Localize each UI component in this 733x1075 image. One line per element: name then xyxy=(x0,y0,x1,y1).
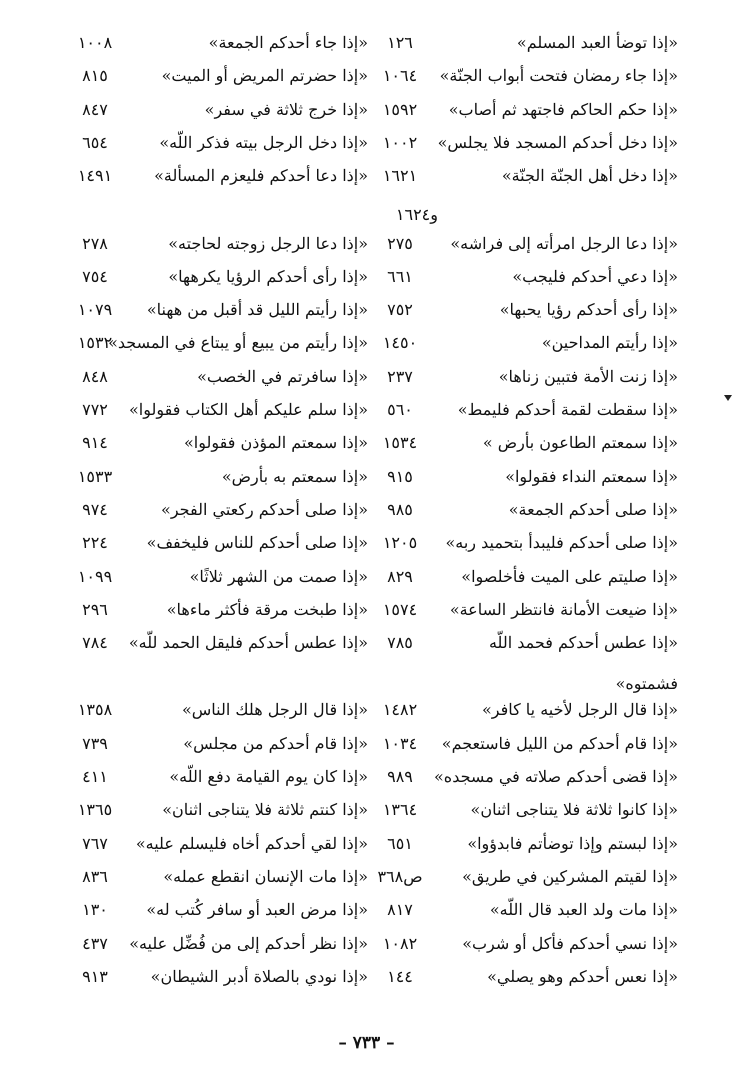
hadith-number: ٧٥٢ xyxy=(387,300,413,320)
hadith-title: «إذا صليتم على الميت فأخلصوا» xyxy=(461,566,678,586)
hadith-number: ٩٨٥ xyxy=(387,499,413,519)
hadith-title: «إذا طبخت مرقة فأكثر ماءها» xyxy=(166,599,368,619)
hadith-title: «إذا دخل أحدكم المسجد فلا يجلس» xyxy=(437,132,678,152)
hadith-number: ١٢٦ xyxy=(387,33,413,52)
index-row xyxy=(0,494,733,526)
hadith-title: «إذا لبستم وإذا توضأتم فابدؤوا» xyxy=(467,833,678,853)
hadith-number: ٤١١ xyxy=(82,767,108,786)
hadith-number: ٨٤٧ xyxy=(82,99,108,119)
index-row xyxy=(0,327,733,359)
index-row xyxy=(0,461,733,493)
hadith-title: «إذا صمت من الشهر ثلاثًا» xyxy=(189,566,368,586)
hadith-number: ١٣٦٥ xyxy=(77,800,113,820)
hadith-number: ١٤٨٢ xyxy=(382,700,418,720)
hadith-title: «إذا نودي بالصلاة أدبر الشيطان» xyxy=(150,966,368,986)
hadith-title: «إذا صلى أحدكم للناس فليخفف» xyxy=(146,533,368,553)
index-row xyxy=(0,794,733,826)
hadith-title: «إذا قام أحدكم من مجلس» xyxy=(183,733,368,753)
hadith-title: «إذا عطس أحدكم فليقل الحمد للّه» xyxy=(128,633,368,653)
index-row xyxy=(0,394,733,426)
hadith-number: ١٠٨٢ xyxy=(382,933,418,953)
hadith-number: ٨١٧ xyxy=(387,900,413,920)
hadith-number: ١٠٦٤ xyxy=(382,66,418,86)
index-row xyxy=(0,594,733,626)
hadith-number: ١٠٣٤ xyxy=(382,733,418,753)
hadith-title: «إذا دعا الرجل امرأته إلى فراشه» xyxy=(450,233,678,253)
index-row xyxy=(0,527,733,559)
margin-mark-icon xyxy=(724,395,732,401)
hadith-title: «إذا سمعتم المؤذن فقولوا» xyxy=(183,433,368,453)
index-row xyxy=(0,228,733,260)
hadith-number: ٨٢٩ xyxy=(387,566,413,586)
hadith-title: «إذا سمعتم الطاعون بأرض » xyxy=(482,433,678,453)
hadith-number: ٦٥٤ xyxy=(82,132,108,152)
hadith-number: ٧٨٤ xyxy=(82,633,108,653)
hadith-number: ٧٧٢ xyxy=(82,400,108,419)
hadith-title: «إذا سلم عليكم أهل الكتاب فقولوا» xyxy=(128,400,368,419)
hadith-title: «إذا مرض العبد أو سافر كُتب له» xyxy=(146,900,368,920)
hadith-number: ٩٨٩ xyxy=(387,767,413,786)
index-row xyxy=(0,694,733,726)
hadith-number: ٧٦٧ xyxy=(82,833,108,853)
hadith-number: ١٥٣٢ xyxy=(77,333,113,353)
hadith-number: ١٥٩٢ xyxy=(382,99,418,119)
hadith-number: ٩١٤ xyxy=(82,433,108,453)
hadith-number: ١٠٠٨ xyxy=(77,33,113,52)
index-row xyxy=(0,127,733,159)
hadith-title: «إذا صلى أحدكم الجمعة» xyxy=(508,499,678,519)
hadith-title: «إذا كنتم ثلاثة فلا يتناجى اثنان» xyxy=(162,800,368,820)
hadith-number: ١٥٣٣ xyxy=(77,466,113,486)
hadith-title: «إذا زنت الأمة فتبين زناها» xyxy=(498,366,678,386)
hadith-number: ٧٥٤ xyxy=(82,266,108,286)
hadith-number: ١٦٢١ xyxy=(382,166,418,186)
hadith-title: «إذا دخل الرجل بيته فذكر اللّه» xyxy=(159,132,368,152)
hadith-number: ص٣٦٨ xyxy=(377,866,423,886)
hadith-title: «إذا لقيتم المشركين في طريق» xyxy=(462,866,678,886)
index-row xyxy=(0,828,733,860)
hadith-title: «إذا مات ولد العبد قال اللّه» xyxy=(489,900,678,920)
hadith-number: ١٤٩١ xyxy=(77,166,113,186)
hadith-title: «إذا لقي أحدكم أخاه فليسلم عليه» xyxy=(135,833,368,853)
index-row xyxy=(0,561,733,593)
hadith-title: «إذا جاء رمضان فتحت أبواب الجنّة» xyxy=(439,66,678,86)
hadith-title: «إذا ضيعت الأمانة فانتظر الساعة» xyxy=(449,599,678,619)
hadith-title: «إذا كانوا ثلاثة فلا يتناجى اثنان» xyxy=(470,800,678,820)
hadith-number: ١٣٠ xyxy=(82,900,108,920)
index-row xyxy=(0,627,733,659)
hadith-number: ٥٦٠ xyxy=(387,400,413,419)
index-row xyxy=(0,94,733,126)
hadith-title: «إذا جاء أحدكم الجمعة» xyxy=(208,33,368,52)
hadith-title: «إذا مات الإنسان انقطع عمله» xyxy=(163,866,368,886)
hadith-title: «إذا قام أحدكم من الليل فاستعجم» xyxy=(441,733,678,753)
hadith-title: «إذا سمعتم النداء فقولوا» xyxy=(505,466,678,486)
hadith-number: ٢٧٨ xyxy=(82,233,108,253)
index-row xyxy=(0,427,733,459)
hadith-number: ١٠٩٩ xyxy=(77,566,113,586)
hadith-number: ١٢٠٥ xyxy=(382,533,418,553)
hadith-title: «إذا نسي أحدكم فأكل أو شرب» xyxy=(462,933,678,953)
index-row xyxy=(0,160,733,192)
hadith-number: ١٤٥٠ xyxy=(382,333,418,353)
index-row xyxy=(0,761,733,793)
hadith-number: ١٣٦٤ xyxy=(382,800,418,820)
hadith-title: «إذا رأى أحدكم الرؤيا يكرهها» xyxy=(168,266,368,286)
hadith-title: «إذا توضأ العبد المسلم» xyxy=(516,33,678,52)
hadith-title: «إذا دعا الرجل زوجته لحاجته» xyxy=(168,233,368,253)
hadith-number: ٨٤٨ xyxy=(82,366,108,386)
hadith-title: «إذا كان يوم القيامة دفع اللّه» xyxy=(169,767,368,786)
hadith-number: ١٣٥٨ xyxy=(77,700,113,720)
hadith-title: «إذا سقطت لقمة أحدكم فليمط» xyxy=(457,400,678,419)
continuation-line: و١٦٢٤ xyxy=(395,205,438,224)
hadith-title: «إذا رأيتم الليل قد أقبل من ههنا» xyxy=(146,300,368,320)
hadith-number: ١٤٤ xyxy=(387,966,413,986)
hadith-number: ١٠٧٩ xyxy=(77,300,113,320)
hadith-title: «إذا قال الرجل لأخيه يا كافر» xyxy=(481,700,678,720)
hadith-number: ٨٣٦ xyxy=(82,866,108,886)
hadith-title: «إذا سمعتم به بأرض» xyxy=(221,466,368,486)
hadith-title: «إذا دخل أهل الجنّة الجنّة» xyxy=(501,166,678,186)
hadith-title: «إذا دعي أحدكم فليجب» xyxy=(512,266,678,286)
index-row xyxy=(0,261,733,293)
hadith-title: «إذا دعا أحدكم فليعزم المسألة» xyxy=(154,166,368,186)
hadith-number: ٩١٥ xyxy=(387,466,413,486)
hadith-number: ٢٣٧ xyxy=(387,366,413,386)
hadith-title: «إذا رأيتم المداحين» xyxy=(541,333,678,353)
hadith-number: ١٠٠٢ xyxy=(382,132,418,152)
hadith-number: ٨١٥ xyxy=(82,66,108,86)
hadith-number: ٦٥١ xyxy=(387,833,413,853)
index-row xyxy=(0,361,733,393)
index-row xyxy=(0,60,733,92)
index-row xyxy=(0,961,733,993)
index-row xyxy=(0,728,733,760)
index-row xyxy=(0,861,733,893)
hadith-number: ٢٧٥ xyxy=(387,233,413,253)
hadith-title: «إذا قضى أحدكم صلاته في مسجده» xyxy=(434,767,678,786)
hadith-title: «إذا صلى أحدكم ركعتي الفجر» xyxy=(161,499,368,519)
index-row xyxy=(0,928,733,960)
hadith-number: ١٥٣٤ xyxy=(382,433,418,453)
hadith-title: «إذا صلى أحدكم فليبدأ بتحميد ربه» xyxy=(445,533,678,553)
hadith-title: «إذا نظر أحدكم إلى من فُضِّل عليه» xyxy=(129,933,368,953)
hadith-title: «إذا حكم الحاكم فاجتهد ثم أصاب» xyxy=(448,99,678,119)
hadith-number: ٢٩٦ xyxy=(82,599,108,619)
hadith-title: «إذا رأيتم من يبيع أو يبتاع في المسجد» xyxy=(108,333,368,353)
hadith-number: ٧٣٩ xyxy=(82,733,108,753)
continuation-line: فشمتوه» xyxy=(615,674,678,693)
index-row xyxy=(0,27,733,59)
hadith-title: «إذا رأى أحدكم رؤيا يحبها» xyxy=(499,300,678,320)
index-row xyxy=(0,894,733,926)
hadith-number: ٧٨٥ xyxy=(387,633,413,653)
hadith-number: ١٥٧٤ xyxy=(382,599,418,619)
hadith-title: «إذا سافرتم في الخصب» xyxy=(197,366,368,386)
page-number: – ٧٣٣ – xyxy=(338,1033,395,1053)
hadith-number: ٦٦١ xyxy=(387,266,413,286)
hadith-number: ٩١٣ xyxy=(82,966,108,986)
hadith-title: «إذا قال الرجل هلك الناس» xyxy=(181,700,368,720)
index-row xyxy=(0,294,733,326)
hadith-number: ٤٣٧ xyxy=(82,933,108,953)
hadith-title: «إذا عطس أحدكم فحمد اللّه xyxy=(488,633,678,653)
hadith-title: «إذا حضرتم المريض أو الميت» xyxy=(161,66,368,86)
hadith-title: «إذا خرج ثلاثة في سفر» xyxy=(204,99,368,119)
hadith-number: ٢٢٤ xyxy=(82,533,108,553)
hadith-number: ٩٧٤ xyxy=(82,499,108,519)
hadith-title: «إذا نعس أحدكم وهو يصلي» xyxy=(487,966,678,986)
